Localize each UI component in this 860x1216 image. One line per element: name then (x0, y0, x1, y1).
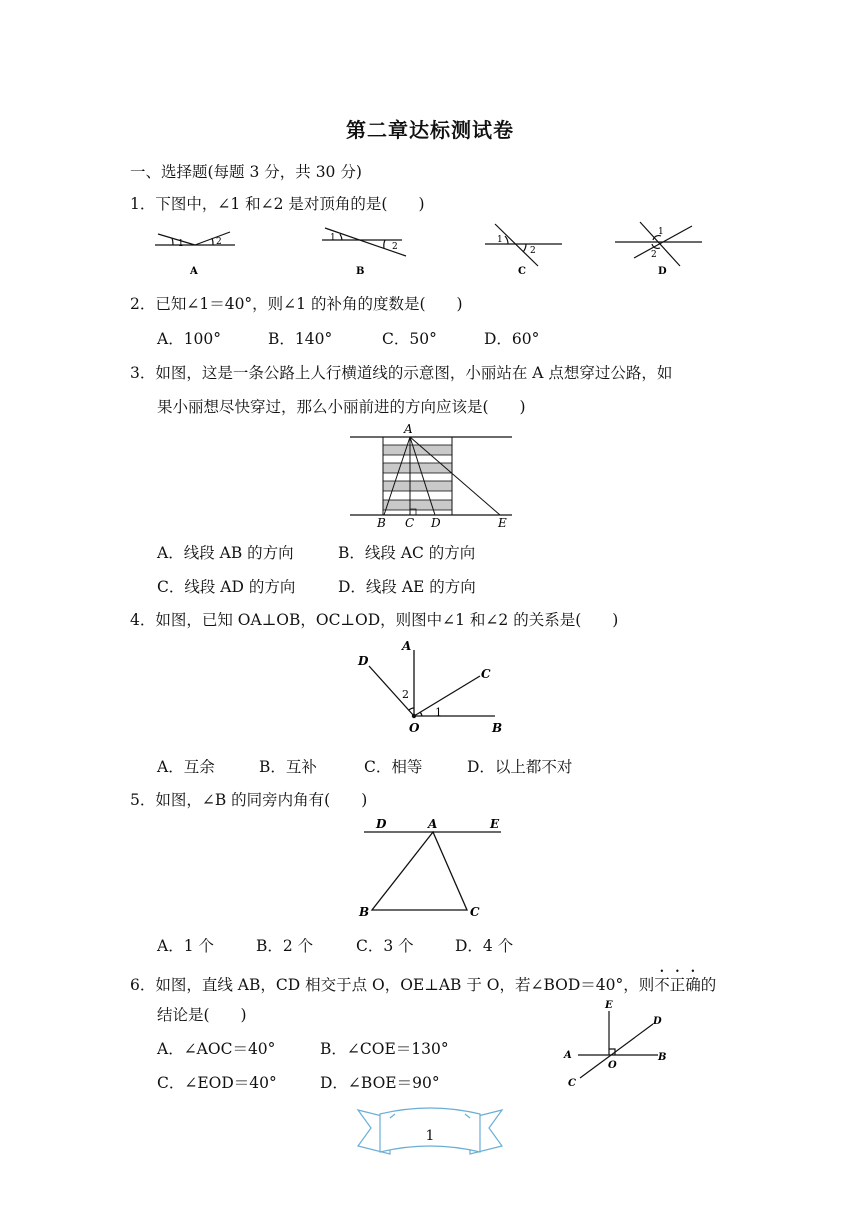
q6-figure (558, 996, 678, 1092)
q1-label-a: A (190, 266, 198, 277)
q6-point-c: C (568, 1078, 576, 1089)
q3-option-d: D．线段 AE 的方向 (338, 578, 476, 596)
q6-option-d: D．∠BOE＝90° (320, 1074, 440, 1092)
q5-point-e: E (490, 817, 500, 831)
q4-point-a: A (402, 639, 412, 653)
q3-point-e: E (498, 516, 507, 530)
q3-figure (340, 420, 530, 532)
q1-figures (140, 218, 720, 280)
q5-figure (350, 814, 510, 924)
q6-stem-tail: 的 (700, 976, 717, 994)
svg-text:2: 2 (392, 242, 398, 252)
q5-point-b: B (359, 905, 370, 919)
q4-point-c: C (481, 667, 491, 681)
q4-angle-1: 1 (435, 706, 442, 719)
q6-option-c: C．∠EOD＝40° (157, 1074, 277, 1092)
q6-stem-main: 6．如图，直线 AB，CD 相交于点 O，OE⊥AB 于 O，若∠BOD＝40°，则 (130, 976, 655, 994)
q4-point-b: B (492, 721, 503, 735)
q5-point-d: D (376, 817, 387, 831)
q5-stem: 5．如图，∠B 的同旁内角有( ) (130, 791, 368, 809)
q4-point-o: O (409, 721, 420, 735)
q3-stem-line2: 果小丽想尽快穿过，那么小丽前进的方向应该是( ) (157, 398, 526, 416)
page-title: 第二章达标测试卷 (346, 118, 514, 142)
svg-text:1: 1 (658, 227, 664, 237)
q3-point-c: C (405, 516, 415, 530)
svg-text:2: 2 (651, 250, 657, 260)
q6-stem-emphasis: 不正确 (654, 976, 701, 994)
q3-stem-line1: 3．如图，这是一条公路上人行横道线的示意图，小丽站在 A 点想穿过公路，如 (130, 364, 673, 382)
q6-point-d: D (653, 1016, 662, 1027)
q5-option-a: A．1 个 (157, 937, 214, 955)
q3-option-c: C．线段 AD 的方向 (157, 578, 296, 596)
q1-stem: 1．下图中，∠1 和∠2 是对顶角的是( ) (130, 195, 425, 213)
q3-point-d: D (431, 516, 441, 530)
q2-option-d: D．60° (484, 330, 540, 348)
q6-stem-line1 (130, 967, 716, 995)
q3-point-b: B (377, 516, 386, 530)
q5-point-c: C (470, 905, 480, 919)
svg-text:1: 1 (330, 233, 336, 243)
section-heading: 一、选择题(每题 3 分，共 30 分) (130, 163, 362, 181)
q5-option-c: C．3 个 (356, 937, 414, 955)
q6-point-a: A (564, 1050, 572, 1061)
q4-point-d: D (358, 654, 369, 668)
q4-stem: 4．如图，已知 OA⊥OB，OC⊥OD，则图中∠1 和∠2 的关系是( ) (130, 611, 619, 629)
q3-point-a: A (404, 422, 413, 436)
q6-stem-line2: 结论是( ) (157, 1006, 247, 1024)
q6-option-a: A．∠AOC＝40° (157, 1040, 276, 1058)
q2-option-c: C．50° (382, 330, 437, 348)
page-number: 1 (425, 1128, 435, 1144)
svg-text:2: 2 (216, 237, 222, 247)
q3-option-a: A．线段 AB 的方向 (157, 544, 294, 562)
q2-option-b: B．140° (268, 330, 333, 348)
q1-label-c: C (518, 266, 526, 277)
q1-label-b: B (356, 266, 365, 277)
q4-option-a: A．互余 (157, 758, 215, 776)
q4-option-d: D．以上都不对 (467, 758, 573, 776)
q4-option-b: B．互补 (259, 758, 317, 776)
q5-point-a: A (428, 817, 438, 831)
q1-label-d: D (658, 266, 667, 277)
q5-option-d: D．4 个 (455, 937, 514, 955)
q5-option-b: B．2 个 (256, 937, 314, 955)
q2-option-a: A．100° (157, 330, 222, 348)
q6-point-b: B (658, 1052, 667, 1063)
svg-text:2: 2 (530, 246, 536, 256)
svg-text:1: 1 (497, 235, 503, 245)
q6-option-b: B．∠COE＝130° (320, 1040, 449, 1058)
q6-point-o: O (608, 1060, 617, 1071)
q4-angle-2: 2 (402, 688, 409, 701)
q6-point-e: E (605, 1000, 613, 1011)
q4-figure (350, 636, 510, 742)
q3-option-b: B．线段 AC 的方向 (338, 544, 476, 562)
q2-stem: 2．已知∠1＝40°，则∠1 的补角的度数是( ) (130, 295, 463, 313)
q4-option-c: C．相等 (364, 758, 423, 776)
svg-text:1: 1 (178, 239, 184, 249)
